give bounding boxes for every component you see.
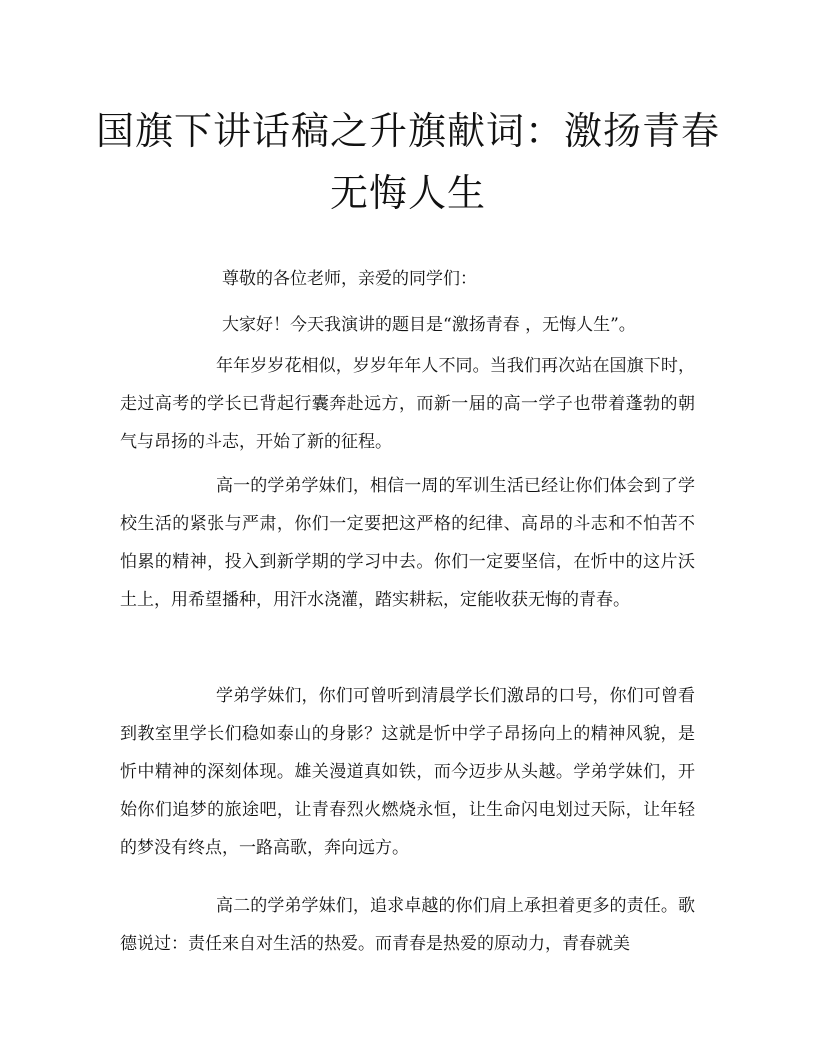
document-title-line-2: 无悔人生 bbox=[329, 171, 486, 215]
salutation: 尊敬的各位老师，亲爱的同学们： bbox=[222, 269, 477, 289]
paragraph-2: 高一的学弟学妹们，相信一周的军训生活已经让你们体会到了学校生活的紧张与严肃，你们一定要把这严格的纪律、高昂的斗志和不怕苦不怕累的精神，投入到新学期的学习中去。你们一定要坚信，在忻中的这片沃土上，用希望播种，用汗水浇灌，踏实耕耘，定能收获无悔的青春。 bbox=[120, 476, 695, 610]
greeting: 大家好！今天我演讲的题目是“激扬青春 ，无悔人生”。 bbox=[222, 315, 636, 335]
paragraph-3: 学弟学妹们，你们可曾听到清晨学长们激昂的口号，你们可曾看到教室里学长们稳如泰山的身影？这就是忻中学子昂扬向上的精神风貌，是忻中精神的深刻体现。雄关漫道真如铁，而今迈步从头越。学弟学妹们，开始你们追梦的旅途吧，让青春烈火燃烧永恒，让生命闪电划过天际，让年轻的梦没有终点，一路高歌，奔向远方。 bbox=[120, 686, 695, 858]
paragraph-4: 高二的学弟学妹们，追求卓越的你们肩上承担着更多的责任。歌德说过：责任来自对生活的热爱。而青春是热爱的原动力，青春就美 bbox=[120, 896, 695, 954]
document-title-line-1: 国旗下讲话稿之升旗献词：激扬青春 bbox=[95, 109, 720, 153]
paragraph-1: 年年岁岁花相似，岁岁年年人不同。当我们再次站在国旗下时，走过高考的学长已背起行囊奔赴远方，而新一届的高一学子也带着蓬勃的朝气与昂扬的斗志，开始了新的征程。 bbox=[120, 356, 695, 452]
